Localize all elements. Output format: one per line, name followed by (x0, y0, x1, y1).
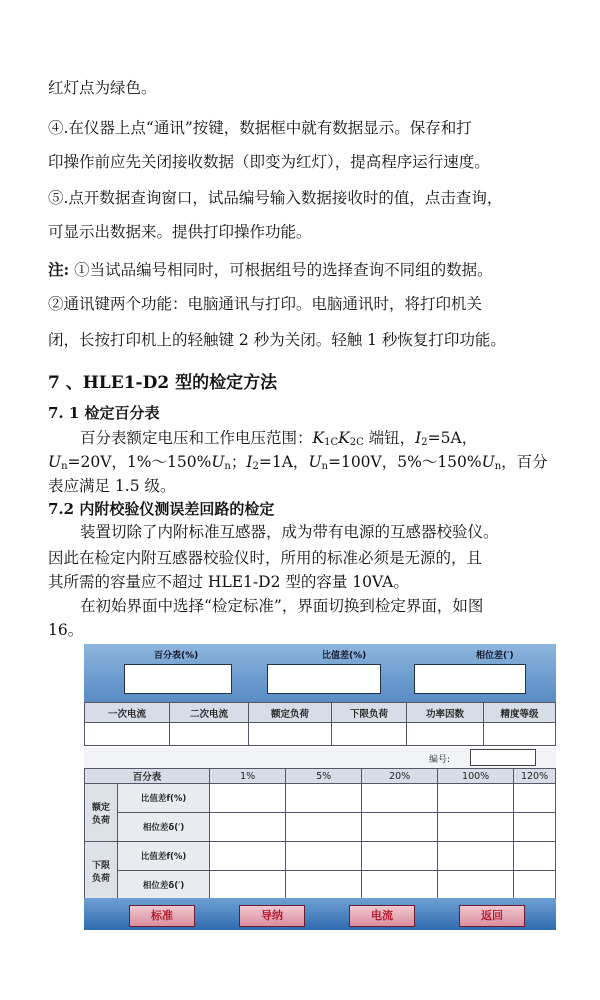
percent-header-row (85, 769, 556, 784)
text-line: 表应满足 1.5 级。 (48, 477, 176, 495)
row-label-phase: 相位差δ(′) (118, 813, 210, 842)
param-header: 二次电流 (170, 703, 249, 723)
param-input[interactable] (170, 723, 249, 746)
row-label-ratio: 比值差f(%) (118, 842, 210, 871)
table-row (85, 842, 556, 871)
text-line (48, 258, 560, 282)
param-header: 下限负荷 (332, 703, 407, 723)
group-label-rated: 额定 负荷 (85, 784, 118, 842)
text-line: 16。 (48, 621, 84, 639)
parameter-table (84, 702, 556, 746)
standard-button[interactable]: 标准 (129, 905, 195, 927)
back-button[interactable]: 返回 (459, 905, 525, 927)
param-header: 额定负荷 (249, 703, 332, 723)
group-label-lower: 下限 负荷 (85, 842, 118, 900)
percent-col: 5% (286, 769, 362, 784)
current-button[interactable]: 电流 (349, 905, 415, 927)
parameter-header-row (85, 703, 556, 723)
param-input[interactable] (332, 723, 407, 746)
note-text: ①当试品编号相同时，可根据组号的选择查询不同组的数据。 (69, 261, 493, 279)
subsection-heading: 7. 1 检定百分表 (48, 404, 160, 422)
text-line: 红灯点为绿色。 (48, 79, 157, 97)
subsection-heading: 7.2 内附校验仪测误差回路的检定 (48, 500, 275, 518)
percent-col: 100% (438, 769, 514, 784)
calibration-panel (84, 644, 556, 930)
serial-label: 编号: (429, 755, 451, 765)
text-line: 其所需的容量应不超过 HLE1-D2 型的容量 10VA。 (48, 573, 409, 591)
percent-header: 百分表 (85, 769, 210, 784)
text-line: $U_n=20V$，$1\%\sim 150\%U_n$；$I_2=1A$，$U_n=100V$，$5\%\sim 150\%U_n$，百分 (48, 453, 548, 472)
param-input[interactable] (484, 723, 556, 746)
param-input[interactable] (407, 723, 484, 746)
table-row (85, 813, 556, 842)
display-ratio-error (267, 664, 381, 694)
text-line: 因此在检定内附互感器校验仪时，所用的标准必须是无源的，且 (48, 549, 483, 567)
display-label-phase: 相位差(′) (476, 651, 514, 661)
note-label: 注: (48, 260, 70, 279)
row-label-phase: 相位差δ(′) (118, 871, 210, 900)
parameter-input-row (85, 723, 556, 746)
display-label-percent: 百分表(%) (154, 651, 199, 661)
param-header: 精度等级 (484, 703, 556, 723)
text-line: 在初始界面中选择“检定标准”，界面切换到检定界面，如图 (80, 597, 484, 615)
table-row (85, 784, 556, 813)
text-line: 百分表额定电压和工作电压范围：$K_{1C}K_{2C}$ 端钮，$I_2=5A$， (80, 429, 478, 448)
text-line: ②通讯键两个功能：电脑通讯与打印。电脑通讯时，将打印机关 (48, 295, 483, 313)
serial-input[interactable] (470, 749, 536, 766)
row-label-ratio: 比值差f(%) (118, 784, 210, 813)
display-area (84, 644, 556, 702)
text-line: ⑤.点开数据查询窗口，试品编号输入数据接收时的值，点击查询， (48, 189, 503, 207)
text-line: 可显示出数据来。提供打印操作功能。 (48, 223, 312, 241)
result-table (84, 768, 556, 900)
text-line: 闭，长按打印机上的轻触键 2 秒为关闭。轻触 1 秒恢复打印功能。 (48, 331, 506, 349)
display-percent (124, 664, 232, 694)
admittance-button[interactable]: 导纳 (239, 905, 305, 927)
param-input[interactable] (249, 723, 332, 746)
result-area (84, 748, 556, 898)
section-heading: 7 、HLE1-D2 型的检定方法 (48, 373, 278, 393)
display-label-ratio: 比值差(%) (322, 651, 367, 661)
param-header: 功率因数 (407, 703, 484, 723)
percent-col: 1% (210, 769, 286, 784)
button-bar (84, 898, 556, 930)
text-line: 装置切除了内附标准互感器，成为带有电源的互感器校验仪。 (80, 523, 499, 541)
percent-col: 20% (362, 769, 438, 784)
table-row (85, 871, 556, 900)
display-phase-error (414, 664, 526, 694)
param-header: 一次电流 (85, 703, 170, 723)
text-line: 印操作前应先关闭接收数据（即变为红灯），提高程序运行速度。 (48, 153, 490, 171)
text-line: ④.在仪器上点“通讯”按键，数据框中就有数据显示。保存和打 (48, 119, 472, 137)
percent-col: 120% (514, 769, 556, 784)
param-input[interactable] (85, 723, 170, 746)
